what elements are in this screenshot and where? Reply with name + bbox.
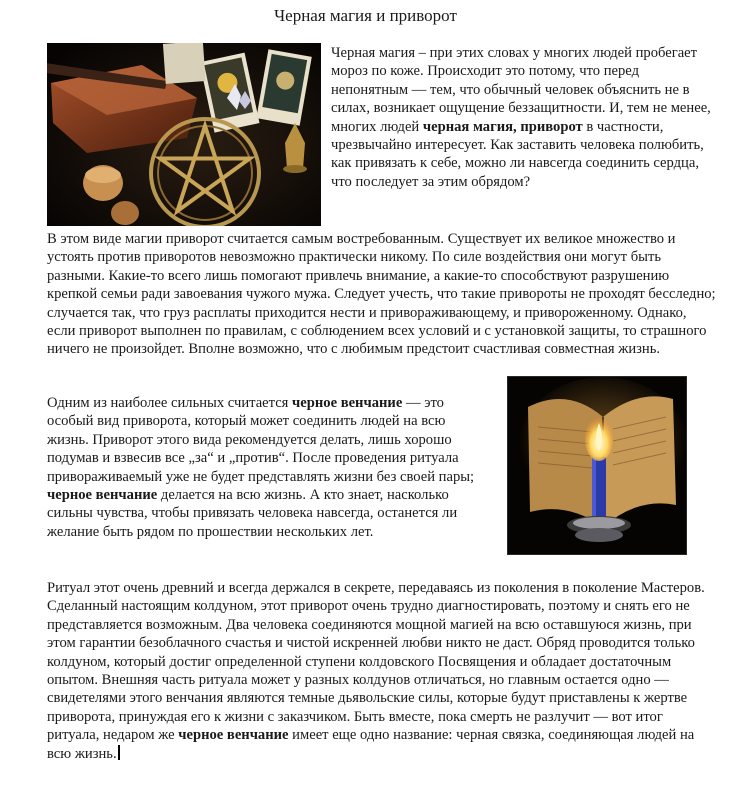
body-paragraph: В этом виде магии приворот считается самым востребованным. Существует их великое множество и устоять против приворотов невозможно практически никому. По силе воздействия они могут быть разными. Какие-то всего лишь помогают привлечь внимание, а какие-то способствуют разрушению крепкой семьи ради завоевания чужого мужа. Следует учесть, что такие привороты не проходят бесследно; случается так, что груз расплаты приходится нести и привораживающему, и привороженному. Однако, если приворот выполнен по правилам, с соблюдением всех условий и с установкой защиты, то страшного ничего не произойдет. Вполне возможно, что с любимым предстоит счастливая совместная жизнь. [47, 231, 716, 358]
bold-term: черное венчание [292, 395, 403, 411]
candle-icon [508, 377, 686, 554]
pentagram-icon [47, 43, 321, 226]
bold-term: черная магия, приворот [422, 118, 583, 135]
paragraph-text: делается на всю жизнь. А кто знает, насколько сильны чувства, чтобы привязать человека навсегда, останется ли желание быть рядом по прошествии нескольких лет. [47, 487, 458, 540]
paragraph-text: в частности, чрезвычайно интересует. Как заставить человека полюбить, как привязать к себе, можно ли навсегда соединить сердца, что последует за этим обрядом? [331, 118, 704, 190]
paragraph-text: Ритуал этот очень древний и всегда держался в секрете, передаваясь из поколения в поколение Мастеров. Сделанный настоящим колдуном, этот приворот очень трудно диагностировать, поэтому и снять его не представляется возможным. Два человека соединяются мощной магией на всю оставшуюся жизнь, при этом гарантии безоблачного счастья и чистой искренней любви никто не даст. Обряд проводится только колдуном, который достиг определенной ступени колдовского Посвящения и обладает достаточным опытом. Внешняя часть ритуала может у разных колдунов отличаться, но главным остается одно — свидетелями этого венчания являются темные дьявольские силы, которые будут приставлены к жертве приворота, принуждая его к жизни с заказчиком. Быть вместе, пока смерть не разлучит — вот итог ритуала, недаром же [47, 580, 705, 744]
page-title: Черная магия и приворот [274, 6, 457, 25]
bold-term: черное венчание [47, 487, 158, 504]
black-wedding-paragraph [47, 394, 489, 541]
pentagram-candles-tarot-photo [47, 43, 321, 226]
text-cursor [118, 745, 120, 760]
candle-book-photo [507, 376, 687, 555]
paragraph-text: имеет еще одно название: черная связка, соединяющая людей на всю жизнь. [47, 727, 695, 762]
intro-paragraph [331, 44, 717, 191]
bold-term: черное венчание [178, 727, 289, 744]
paragraph-text: — это особый вид приворота, который может соединить людей на всю жизнь. Приворот этого вида рекомендуется делать, лишь хорошо подумав и взвесив все „за“ и „против“. После проведения ритуала привораживаемый уже не будет представлять жизни без своей пары; [47, 395, 475, 485]
ritual-paragraph [47, 579, 717, 763]
paragraph-text: Одним из наиболее сильных считается [47, 395, 293, 411]
paragraph-text: Черная магия – при этих словах у многих людей пробегает мороз по коже. Происходит это потому, что перед непонятным — тем, что обычный человек объяснить не в силах, возникает ощущение беззащитности. И, тем не менее, многих людей [331, 45, 711, 135]
